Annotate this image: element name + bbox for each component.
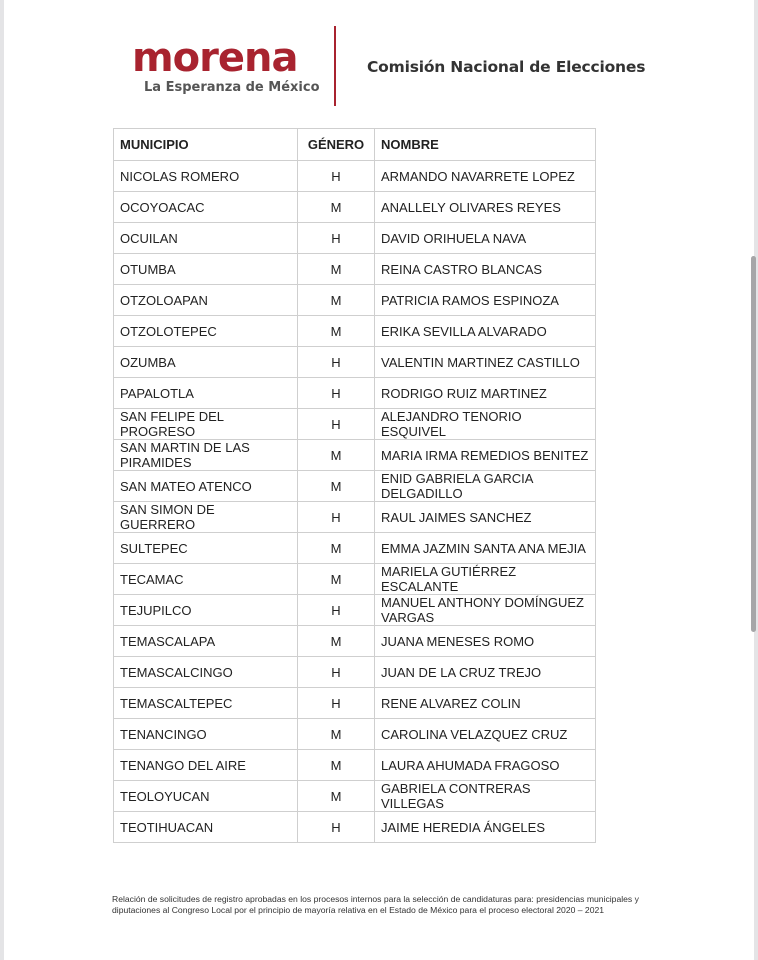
cell-genero: M [298,471,375,502]
cell-genero: M [298,254,375,285]
cell-nombre: JUAN DE LA CRUZ TREJO [375,657,596,688]
cell-nombre: ENID GABRIELA GARCIA DELGADILLO [375,471,596,502]
cell-municipio: OTUMBA [114,254,298,285]
cell-municipio: OCOYOACAC [114,192,298,223]
table-row [114,285,596,316]
logo-tagline: La Esperanza de México [144,80,320,95]
table-row [114,347,596,378]
header-municipio: MUNICIPIO [114,129,298,161]
cell-municipio: SAN FELIPE DEL PROGRESO [114,409,298,440]
cell-nombre: JUANA MENESES ROMO [375,626,596,657]
cell-nombre: ARMANDO NAVARRETE LOPEZ [375,161,596,192]
cell-genero: M [298,781,375,812]
cell-nombre: ERIKA SEVILLA ALVARADO [375,316,596,347]
cell-genero: H [298,347,375,378]
cell-nombre: VALENTIN MARTINEZ CASTILLO [375,347,596,378]
cell-genero: M [298,316,375,347]
cell-nombre: ANALLELY OLIVARES REYES [375,192,596,223]
cell-municipio: TEMASCALTEPEC [114,688,298,719]
header-genero: GÉNERO [298,129,375,161]
cell-nombre: RENE ALVAREZ COLIN [375,688,596,719]
cell-municipio: TEOTIHUACAN [114,812,298,843]
cell-genero: M [298,440,375,471]
cell-municipio: TENANGO DEL AIRE [114,750,298,781]
cell-genero: H [298,223,375,254]
table-row [114,409,596,440]
table-row [114,316,596,347]
cell-municipio: TENANCINGO [114,719,298,750]
cell-genero: H [298,161,375,192]
cell-genero: H [298,657,375,688]
table-row [114,626,596,657]
cell-nombre: EMMA JAZMIN SANTA ANA MEJIA [375,533,596,564]
cell-municipio: TEMASCALCINGO [114,657,298,688]
candidates-table [113,128,596,843]
table-row [114,471,596,502]
cell-municipio: OTZOLOTEPEC [114,316,298,347]
cell-genero: H [298,409,375,440]
table-row [114,223,596,254]
cell-nombre: MARIELA GUTIÉRREZ ESCALANTE [375,564,596,595]
cell-nombre: JAIME HEREDIA ÁNGELES [375,812,596,843]
cell-genero: M [298,750,375,781]
cell-genero: H [298,595,375,626]
cell-municipio: SULTEPEC [114,533,298,564]
cell-nombre: DAVID ORIHUELA NAVA [375,223,596,254]
table-row [114,378,596,409]
table-row [114,161,596,192]
table-row [114,533,596,564]
cell-municipio: NICOLAS ROMERO [114,161,298,192]
header-divider [334,26,336,106]
table-row [114,688,596,719]
cell-genero: M [298,564,375,595]
table-row [114,719,596,750]
cell-municipio: TECAMAC [114,564,298,595]
table-row [114,440,596,471]
footnote: Relación de solicitudes de registro aprobadas en los procesos internos para la selección de candidaturas para: presidencias municipales y diputaciones al Congreso Local por el principio de mayoría relativa en el Estado de México para el proceso electoral 2020 – 2021 [112,894,639,915]
vertical-scrollbar[interactable] [751,256,756,632]
cell-municipio: SAN MARTIN DE LAS PIRAMIDES [114,440,298,471]
cell-nombre: PATRICIA RAMOS ESPINOZA [375,285,596,316]
cell-nombre: LAURA AHUMADA FRAGOSO [375,750,596,781]
cell-municipio: PAPALOTLA [114,378,298,409]
cell-municipio: TEJUPILCO [114,595,298,626]
cell-municipio: OCUILAN [114,223,298,254]
table-row [114,750,596,781]
table-row [114,657,596,688]
cell-nombre: REINA CASTRO BLANCAS [375,254,596,285]
cell-nombre: GABRIELA CONTRERAS VILLEGAS [375,781,596,812]
cell-nombre: RAUL JAIMES SANCHEZ [375,502,596,533]
table-row [114,564,596,595]
cell-genero: M [298,719,375,750]
table-row [114,192,596,223]
table-header-row [114,129,596,161]
table-row [114,595,596,626]
cell-municipio: OZUMBA [114,347,298,378]
logo-word: morena [132,35,298,81]
cell-genero: M [298,192,375,223]
header-nombre: NOMBRE [375,129,596,161]
table-row [114,502,596,533]
cell-nombre: MANUEL ANTHONY DOMÍNGUEZ VARGAS [375,595,596,626]
cell-genero: H [298,502,375,533]
cell-genero: H [298,812,375,843]
cell-municipio: OTZOLOAPAN [114,285,298,316]
cell-genero: H [298,378,375,409]
table-row [114,254,596,285]
cell-municipio: TEMASCALAPA [114,626,298,657]
morena-logo [132,35,322,95]
cell-municipio: SAN MATEO ATENCO [114,471,298,502]
cell-genero: M [298,285,375,316]
cell-nombre: CAROLINA VELAZQUEZ CRUZ [375,719,596,750]
cell-nombre: MARIA IRMA REMEDIOS BENITEZ [375,440,596,471]
cell-nombre: ALEJANDRO TENORIO ESQUIVEL [375,409,596,440]
cell-genero: M [298,626,375,657]
table-row [114,812,596,843]
cell-genero: M [298,533,375,564]
cell-nombre: RODRIGO RUIZ MARTINEZ [375,378,596,409]
document-page [4,0,754,960]
cell-municipio: SAN SIMON DE GUERRERO [114,502,298,533]
cell-municipio: TEOLOYUCAN [114,781,298,812]
commission-title: Comisión Nacional de Elecciones [367,58,646,76]
table-row [114,781,596,812]
cell-genero: H [298,688,375,719]
